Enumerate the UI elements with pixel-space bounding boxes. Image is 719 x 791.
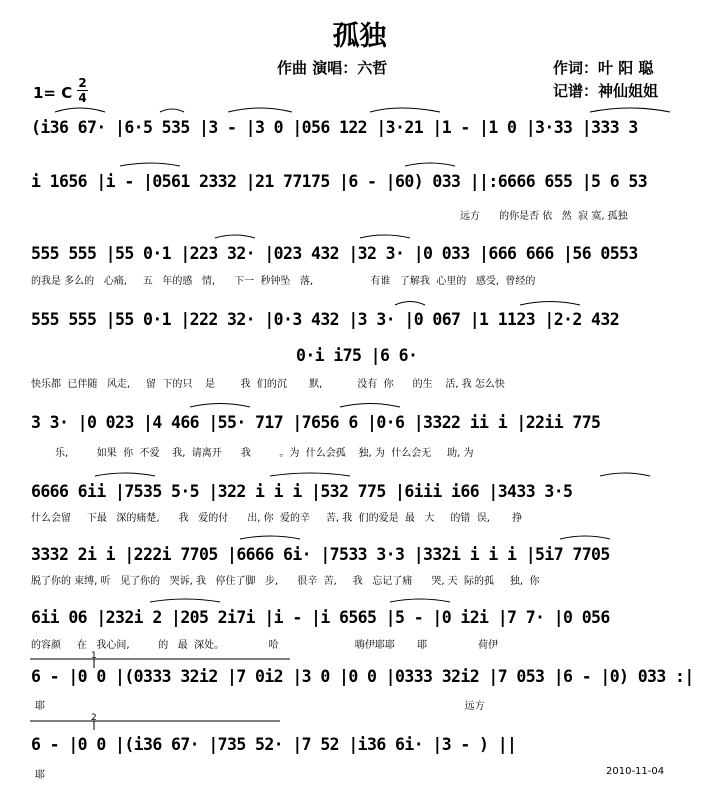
score-row-2-lyrics: 远方 的你是否 依 然 寂 寞, 孤独 [460,211,628,222]
notation-date: 2010-11-04 [606,766,665,777]
score-row-6-notes: 6666 6ii |7535 5·5 |322 i i i |532 775 |6iii i66 |3433 3·5 [31,482,573,501]
volta-1-number: 1 [91,651,97,661]
score-row-6-lyrics: 什么会留 下最 深的痛楚, 我 爱的付 出, 你 爱的辛 苦, 我 们的爱是 最 大 的错 误, 挣 [31,513,523,524]
notator-credit: 记谱：神仙姐姐 [553,82,659,100]
key-signature: 1= C [33,84,73,102]
score-row-7-notes: 3332 2i i |222i 7705 |6666 6i· |7533 3·3 |332i i i i |5i7 7705 [31,545,610,564]
score-row-9-notes: 6 - |0 0 |(0333 32i2 |7 0i2 |3 0 |0 0 |0333 32i2 |7 053 |6 - |0) 033 :| [31,667,694,686]
score-row-8-lyrics: 的容颜 在 我心间, 的 最 深处。 哈 嗨伊耶耶 耶 荷伊 [31,640,499,651]
meter-bottom: 4 [78,91,87,105]
composer-singer-credit: 作曲 演唱：六哲 [277,59,388,77]
score-row-10-lyrics: 耶 [35,770,45,781]
volta-1-bracket [30,659,290,668]
score-row-5-notes: 3 3· |0 023 |4 466 |55· 717 |7656 6 |0·6 |3322 ii i |22ii 775 [31,413,601,432]
score-row-5-lyrics: 乐, 如果 你 不爱 我, 请离开 我 。为 什么会孤 独, 为 什么会无 助, 为 [55,448,474,459]
score-row-2-notes: i 1656 |i - |0561 2332 |21 77175 |6 - |60) 033 ||:6666 655 |5 6 53 [31,172,648,191]
score-row-8-notes: 6ii 06 |232i 2 |205 2i7i |i - |i 6565 |5 - |0 i2i |7 7· |0 056 [31,608,610,627]
score-row-9-lyrics: 耶 远方 [35,701,485,712]
score-row-3-notes: 555 555 |55 0·1 |223 32· |023 432 |32 3· |0 033 |666 666 |56 0553 [31,244,638,263]
score-row-4-notes: 555 555 |55 0·1 |222 32· |0·3 432 |3 3· |0 067 |1 1123 |2·2 432 [31,310,620,329]
lyricist-credit: 作词：叶 阳 聪 [553,59,654,77]
volta-2-number: 2 [91,713,97,723]
score-row-1-notes: (i36 67· |6·5 535 |3 - |3 0 |056 122 |3·21 |1 - |1 0 |3·33 |333 3 [31,118,638,137]
score-row-4-lyrics: 快乐都 已伴随 风走, 留 下的只 是 我 们的沉 默, 没有 你 的生 活, 我 怎么快 [31,379,505,390]
slur-marks [55,108,670,602]
volta-2-bracket [30,721,280,730]
meter-top: 2 [78,76,87,90]
score-row-7-lyrics: 脱了你的 束缚, 听 见了你的 哭诉, 我 停住了脚 步, 很辛 苦, 我 忘记了痛 哭, 天 际的孤 独, 你 [31,576,540,587]
score-row-10-notes: 6 - |0 0 |(i36 67· |735 52· |7 52 |i36 6i· |3 - ) || [31,735,517,754]
score-row-3-lyrics: 的我是 多么的 心痛, 五 年的感 情, 下一 秒钟坠 落, 有谁 了解我 心里的 感受, 曾经的 [31,276,536,287]
score-row-4-variant-notes: 0·i i75 |6 6· [296,346,418,365]
song-title: 孤独 [332,21,387,52]
